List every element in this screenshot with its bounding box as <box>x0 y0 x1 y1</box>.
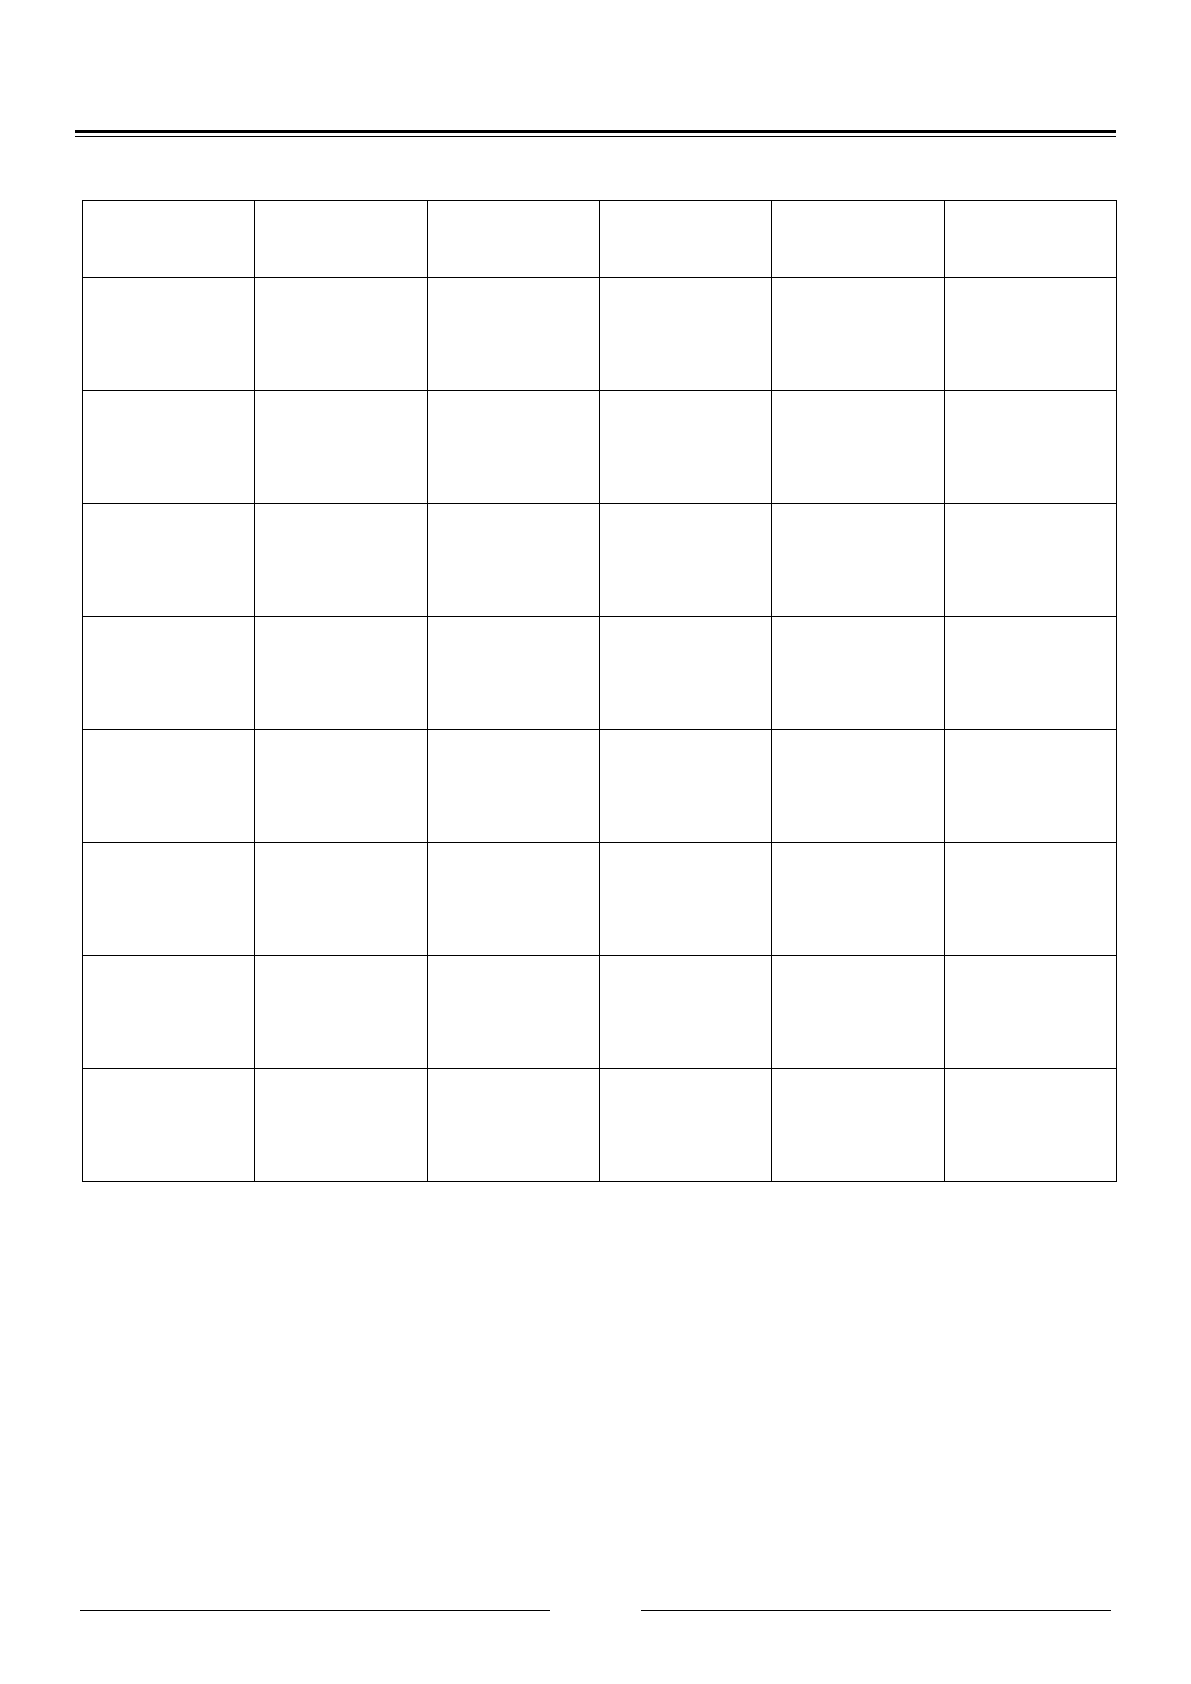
quantity-cell <box>255 956 427 1069</box>
unit-cell <box>600 1069 772 1182</box>
quantity-cell <box>255 730 427 843</box>
total-price-cell <box>83 617 255 730</box>
unit-cell <box>600 278 772 391</box>
unit-price-cell <box>427 391 599 504</box>
table-body <box>83 278 1117 1182</box>
unit-price-cell <box>427 504 599 617</box>
column-header-quantity <box>255 201 427 278</box>
quantity-cell <box>255 843 427 956</box>
table-row <box>83 278 1117 391</box>
description-cell <box>772 1069 944 1182</box>
table-row <box>83 504 1117 617</box>
table-row <box>83 1069 1117 1182</box>
table-row <box>83 730 1117 843</box>
table-row <box>83 391 1117 504</box>
quantity-cell <box>255 504 427 617</box>
description-cell <box>772 278 944 391</box>
table-row <box>83 956 1117 1069</box>
number-cell <box>944 1069 1116 1182</box>
unit-cell <box>600 843 772 956</box>
table-header-row <box>83 201 1117 278</box>
total-price-cell <box>83 504 255 617</box>
description-cell <box>772 730 944 843</box>
unit-price-cell <box>427 730 599 843</box>
column-header-description <box>772 201 944 278</box>
total-price-cell <box>83 843 255 956</box>
number-cell <box>944 956 1116 1069</box>
unit-price-cell <box>427 278 599 391</box>
unit-cell <box>600 504 772 617</box>
description-cell <box>772 391 944 504</box>
description-cell <box>772 617 944 730</box>
unit-cell <box>600 730 772 843</box>
total-price-cell <box>83 1069 255 1182</box>
header-divider <box>75 130 1116 133</box>
quantity-cell <box>255 617 427 730</box>
header-divider-thin <box>75 136 1116 137</box>
quantity-cell <box>255 1069 427 1182</box>
unit-price-cell <box>427 617 599 730</box>
description-cell <box>772 956 944 1069</box>
total-price-cell <box>83 730 255 843</box>
price-table <box>82 200 1117 1182</box>
total-price-cell <box>83 956 255 1069</box>
footer-rule-right <box>641 1610 1111 1611</box>
number-cell <box>944 617 1116 730</box>
column-header-unit <box>600 201 772 278</box>
column-header-total-price <box>83 201 255 278</box>
description-cell <box>772 843 944 956</box>
number-cell <box>944 278 1116 391</box>
total-price-cell <box>83 278 255 391</box>
number-cell <box>944 730 1116 843</box>
unit-price-cell <box>427 956 599 1069</box>
quantity-cell <box>255 278 427 391</box>
number-cell <box>944 504 1116 617</box>
unit-cell <box>600 617 772 730</box>
description-cell <box>772 504 944 617</box>
table-row <box>83 843 1117 956</box>
total-price-cell <box>83 391 255 504</box>
footer-rule-left <box>80 1610 550 1611</box>
unit-cell <box>600 956 772 1069</box>
number-cell <box>944 391 1116 504</box>
unit-price-cell <box>427 843 599 956</box>
unit-cell <box>600 391 772 504</box>
table-row <box>83 617 1117 730</box>
quantity-cell <box>255 391 427 504</box>
unit-price-cell <box>427 1069 599 1182</box>
number-cell <box>944 843 1116 956</box>
column-header-number <box>944 201 1116 278</box>
column-header-unit-price <box>427 201 599 278</box>
